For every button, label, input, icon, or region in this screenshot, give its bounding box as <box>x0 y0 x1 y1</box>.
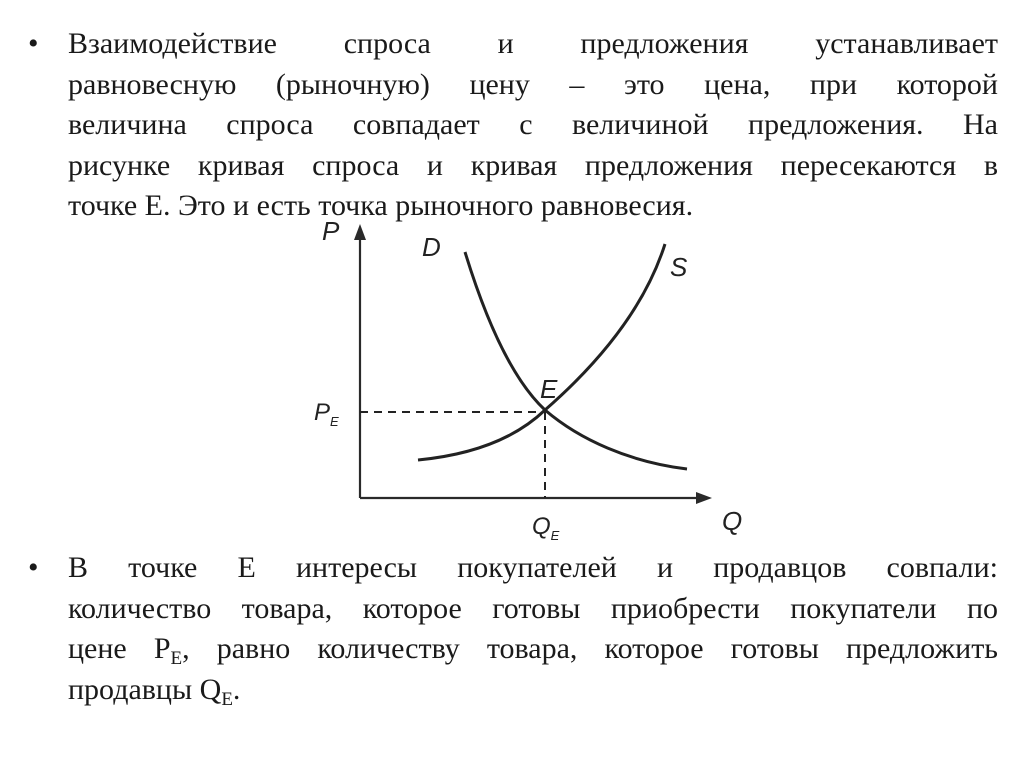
text-line: величина спроса совпадает с величиной предложения. На <box>68 108 998 141</box>
bullet-equilibrium-interests <box>28 548 998 710</box>
text-line: количество товара, которое готовы приобрести покупатели по <box>68 591 998 625</box>
bullet-marker: • <box>28 27 39 60</box>
equilibrium-quantity-label: $Q_E$ <box>532 513 560 543</box>
bullet-text <box>68 24 998 227</box>
supply-curve <box>418 244 665 460</box>
supply-demand-diagram <box>300 212 780 552</box>
text-line: рисунке кривая спроса и кривая предложения пересекаются в <box>68 148 998 182</box>
bullet-equilibrium-definition <box>28 24 998 227</box>
quantity-axis-label: Q <box>722 506 743 536</box>
text-line: Взаимодействие спроса и предложения устанавливает <box>68 27 998 60</box>
text-line: точке Е. Это и есть точка рыночного равновесия. <box>68 189 694 222</box>
bullet-text <box>68 548 998 710</box>
bullet-marker: • <box>28 551 39 584</box>
equilibrium-point-label: E <box>540 374 558 404</box>
text-line: В точке Е интересы покупателей и продавцов совпали: <box>68 551 998 584</box>
text-line: продавцы $Q_Е$. <box>68 672 241 710</box>
demand-curve <box>465 252 687 469</box>
quantity-axis-arrow <box>696 492 712 504</box>
equilibrium-price-label: $P_E$ <box>314 399 339 429</box>
text-line: равновесную (рыночную) цену – это цена, при которой <box>68 67 998 101</box>
price-axis-label: P <box>322 216 340 246</box>
supply-label: S <box>670 252 688 282</box>
text-line: цене $Р_Е$, равно количеству товара, которое готовы предложить <box>68 632 998 669</box>
demand-label: D <box>422 232 441 262</box>
price-axis-arrow <box>354 224 366 240</box>
